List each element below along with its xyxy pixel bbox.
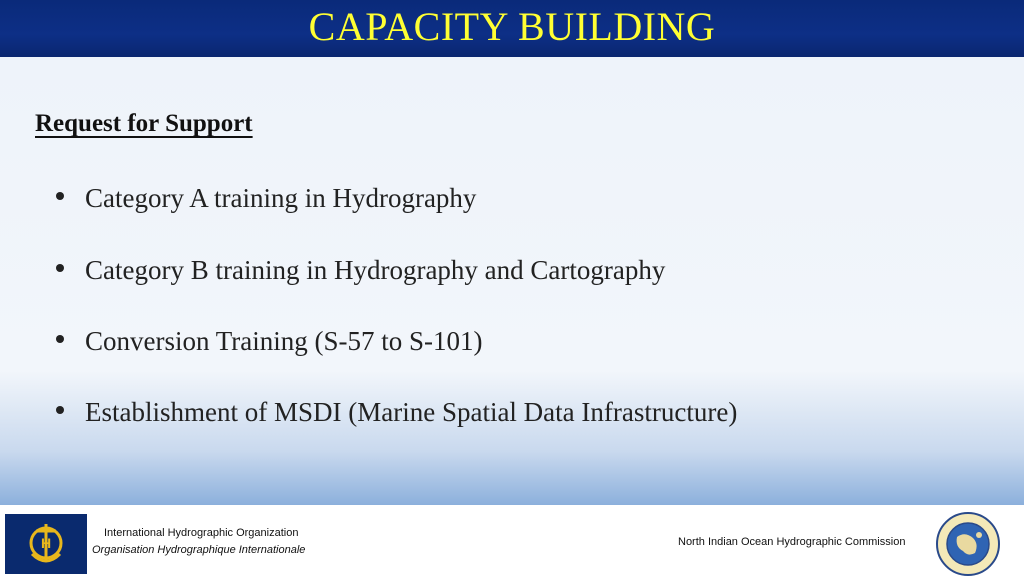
nioh-seal-icon bbox=[935, 511, 1001, 577]
bullet-dot-icon bbox=[56, 335, 64, 343]
commission-name: North Indian Ocean Hydrographic Commission bbox=[678, 536, 906, 548]
slide-content bbox=[0, 57, 1024, 505]
bullet-text: Conversion Training (S-57 to S-101) bbox=[85, 326, 483, 356]
iho-emblem-icon bbox=[5, 514, 87, 574]
footer bbox=[0, 505, 1024, 576]
title-bar bbox=[0, 0, 1024, 57]
bullet-dot-icon bbox=[56, 192, 64, 200]
bullet-text: Category A training in Hydrography bbox=[85, 183, 477, 213]
bullet-text: Establishment of MSDI (Marine Spatial Data Infrastructure) bbox=[85, 397, 738, 427]
section-heading: Request for Support bbox=[35, 110, 253, 137]
iho-name: International Hydrographic Organization bbox=[104, 527, 299, 539]
iho-name-fr: Organisation Hydrographique Internationale bbox=[92, 544, 306, 556]
bullet-text: Category B training in Hydrography and Cartography bbox=[85, 255, 666, 285]
slide-title: CAPACITY BUILDING bbox=[308, 4, 716, 49]
bullet-dot-icon bbox=[56, 264, 64, 272]
bullet-dot-icon bbox=[56, 406, 64, 414]
svg-text:H: H bbox=[40, 535, 52, 551]
